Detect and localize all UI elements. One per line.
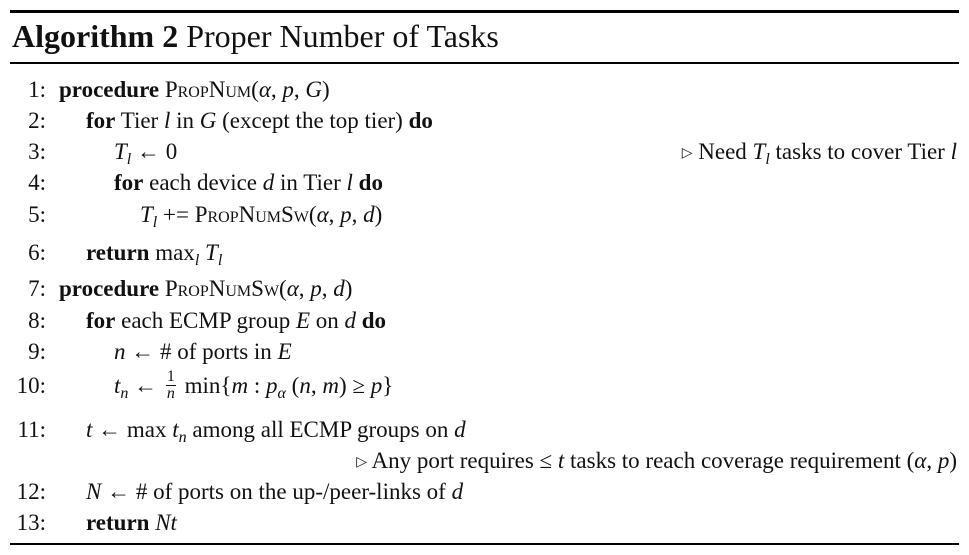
line-number: 1: (28, 77, 46, 102)
line-number: 7: (28, 276, 46, 301)
line-code: $T_l$ ← 0 (114, 139, 178, 168)
line-number: 9: (28, 339, 46, 364)
procedure-name: PropNumSw (194, 202, 309, 227)
line-code: t ← $\max t_n$ among all ECMP groups on d (86, 417, 466, 446)
top-rule (10, 10, 959, 13)
line-number: 10: (16, 373, 46, 398)
algorithm-line-6 (0, 237, 969, 269)
algorithm-line-12 (0, 476, 969, 508)
algorithm-line-9 (0, 336, 969, 368)
algorithm-label: Algorithm 2 (12, 18, 179, 54)
line-number: 12: (16, 479, 46, 504)
line-code: for each device d in Tier l do (114, 170, 383, 195)
algorithm-name: Proper Number of Tasks (186, 18, 499, 54)
line-number: 4: (28, 170, 46, 195)
line-number: 13: (16, 510, 46, 535)
procedure-name: PropNumSw (164, 276, 280, 301)
line-comment: ▷ Need $T_l$ tasks to cover Tier l (681, 139, 957, 168)
algorithm-line-11 (0, 414, 969, 446)
bottom-rule (10, 543, 959, 545)
procedure-name: PropNum (164, 77, 252, 102)
algorithm-line-10 (0, 370, 969, 402)
line-number: 11: (17, 417, 46, 442)
algorithm-line-7 (0, 273, 969, 305)
algorithm-line-3 (0, 136, 969, 168)
line-code: return $\max_l T_l$ (86, 240, 223, 269)
keyword: procedure (59, 77, 160, 102)
line-code: N ← # of ports on the up-/peer-links of d (86, 479, 464, 504)
line-number: 3: (28, 139, 46, 164)
line-code: $t_n$ ← $\frac{1}{n}$ min{m : $p_\alpha$ (n, m) ≥ p} (114, 368, 394, 403)
line-code: for Tier l in G (except the top tier) do (86, 108, 433, 133)
line-code: return Nt (86, 510, 177, 535)
line-code: $T_l$ += PropNumSw(α, p, d) (140, 202, 383, 231)
line-number: 5: (28, 202, 46, 227)
algorithm-line-1 (0, 74, 969, 106)
header-rule (10, 62, 959, 64)
line-comment: ▷ Any port requires ≤ t tasks to reach coverage requirement (α, p) (356, 448, 957, 473)
line-number: 6: (28, 240, 46, 265)
algorithm-line-5 (0, 199, 969, 231)
algorithm-line-4 (0, 167, 969, 199)
algorithm-line-2 (0, 105, 969, 137)
line-number: 8: (28, 308, 46, 333)
algorithm-line-11-comment (0, 445, 969, 477)
fraction: $\frac{1}{n}$ (166, 368, 175, 403)
algorithm-title (12, 16, 499, 56)
line-code: procedure PropNumSw(α, p, d) (59, 276, 353, 301)
algorithm-line-13 (0, 507, 969, 539)
line-code: procedure PropNum(α, p, G) (59, 77, 330, 102)
line-code: for each ECMP group E on d do (86, 308, 387, 333)
line-code: n ← # of ports in E (114, 339, 292, 364)
line-number: 2: (28, 108, 46, 133)
algorithm-line-8 (0, 305, 969, 337)
